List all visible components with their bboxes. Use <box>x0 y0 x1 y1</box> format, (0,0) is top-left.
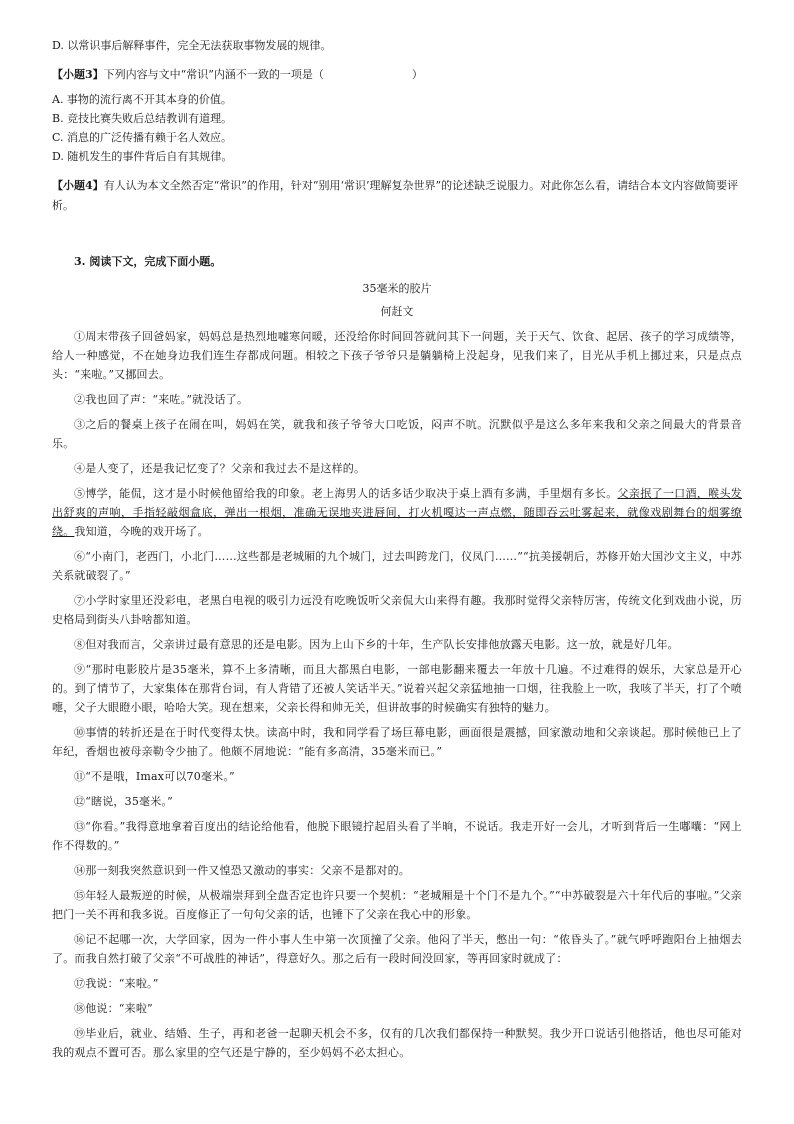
q3-option-d: D. 随机发生的事件背后自有其规律。 <box>52 150 233 163</box>
paragraph-5 <box>52 484 742 541</box>
q3-option-c: C. 消息的广泛传播有赖于名人效应。 <box>52 131 233 144</box>
q4 <box>52 176 742 216</box>
paragraph-12: ⑫“瞎说，35毫米。” <box>74 795 173 808</box>
paragraph-14: ⑭那一刻我突然意识到一件又惶恐又激动的事实：父亲不是都对的。 <box>74 864 410 877</box>
paragraph-6: ⑥“小南门，老西门，小北门……这些都是老城厢的九个城门，过去叫跨龙门，仪凤门……”“抗美援朝后，苏修开始大国沙文主义，中苏关系就破裂了。” <box>52 550 742 582</box>
paragraph-17: ⑰我说：“来啦。” <box>74 977 159 990</box>
paragraph-10: ⑩事情的转折还是在于时代变得太快。读高中时，我和同学看了场巨幕电影，画面很是震撼，回家激动地和父亲谈起。那时候他已上了年纪，香烟也被母亲勒令少抽了。他颇不屑地说：“能有多高清，35毫米而已。” <box>52 726 742 758</box>
paragraph-19: ⑲毕业后，就业、结婚、生子，再和老爸一起聊天机会不多，仅有的几次我们都保持一种默契。我少开口说话引他搭话，他也尽可能对我的观点不置可否。那么家里的空气还是宁静的，至少妈妈不必太担心。 <box>52 1027 742 1059</box>
q3-stem <box>52 65 742 84</box>
q4-text: 有人认为本文全然否定“常识”的作用，针对“别用‘常识’理解复杂世界”的论述缺乏说服力。对此你怎么看，请结合本文内容做简要评析。 <box>52 179 739 212</box>
document-page <box>52 36 742 1062</box>
paragraph-9: ⑨“那时电影胶片是35毫米，算不上多清晰，而且大都黑白电影，一部电影翻来覆去一年放十几遍。不过难得的娱乐，大家总是开心的。到了情节了，大家集体在那背台词，有人背错了还被人笑话半天。”说着兴起父亲猛地抽一口烟，往我脸上一吹，我咳了半天，打了个喷嚏，父子大眼瞪小眼，哈哈大笑。现在想来，父亲长得和帅无关，但讲故事的时候确实有独特的魅力。 <box>52 663 742 714</box>
paragraph-16: ⑯记不起哪一次，大学回家，因为一件小事人生中第一次顶撞了父亲。他闷了半天，憋出一句：“侬昏头了。”就气呼呼跑阳台上抽烟去了。而我自然打破了父亲“不可战胜的神话”，得意好久。那之后有一段时间没回家，等再回家时就成了： <box>52 933 742 965</box>
article-author: 何赶文 <box>380 305 414 318</box>
paragraph-15: ⑮年轻人最叛逆的时候，从极端崇拜到全盘否定也许只要一个契机：“老城厢是十个门不是九个。”“中苏破裂是六十年代后的事啦。”父亲把门一关不再和我多说。百度修正了一句句父亲的话，也锤下了父亲在我心中的形象。 <box>52 889 742 921</box>
paragraph-13: ⑬“你看。”我得意地拿着百度出的结论给他看，他脱下眼镜拧起眉头看了半晌，不说话。我走开好一会儿，才听到背后一生嘟囔：“网上作不得数的。” <box>52 820 742 852</box>
q3-option-b: B. 竞技比赛失败后总结教训有道理。 <box>52 112 233 125</box>
paragraph-5-before: ⑤博学，能侃，这才是小时候他留给我的印象。老上海男人的话多话少取决于桌上酒有多满，手里烟有多长。 <box>74 487 618 500</box>
paragraph-18: ⑱他说：“来啦” <box>74 1002 153 1015</box>
q2-option-d: D. 以常识事后解释事件，完全无法获取事物发展的规律。 <box>52 39 332 52</box>
q4-tag: 【小题4】 <box>52 179 104 192</box>
paragraph-8: ⑧但对我而言，父亲讲过最有意思的还是电影。因为上山下乡的十年，生产队长安排他放露天电影。这一放，就是好几年。 <box>74 638 679 651</box>
article-title: 35毫米的胶片 <box>362 282 432 295</box>
q3-option-a: A. 事物的流行离不开其本身的价值。 <box>52 93 232 106</box>
q3-stem-text: 下列内容与文中“常识”内涵不一致的一项是（ <box>103 68 324 81</box>
paragraph-5-underlined: 父亲抿了一口酒，喉头发出舒爽的声响，手指轻敲烟盒底，弹出一根烟，准确无误地夹进唇间，打火机嘎达一声点燃，随即吞云吐雾起来，就像戏剧舞台的烟雾缭绕。 <box>52 487 742 538</box>
paragraph-3: ③之后的餐桌上孩子在闹在叫，妈妈在笑，就我和孩子爷爷大口吃饭，闷声不吭。沉默似乎是这么多年来我和父亲之间最大的背景音乐。 <box>52 418 742 450</box>
paragraph-11: ⑪“不是哦，Imax可以70毫米。” <box>74 770 235 783</box>
q3-close: ） <box>411 68 423 81</box>
section-3-heading: 3. 阅读下文，完成下面小题。 <box>74 255 222 268</box>
paragraph-2: ②我也回了声：“来咗。”就没话了。 <box>74 393 249 406</box>
paragraph-7: ⑦小学时家里还没彩电，老黑白电视的吸引力远没有吃晚饭听父亲侃大山来得有趣。我那时觉得父亲特厉害，传统文化到戏曲小说，历史格局到街头八卦啥都知道。 <box>52 594 742 626</box>
paragraph-4: ④是人变了，还是我记忆变了？父亲和我过去不是这样的。 <box>74 462 366 475</box>
q3-tag: 【小题3】 <box>52 68 104 81</box>
paragraph-1: ①周末带孩子回爸妈家，妈妈总是热烈地嘘寒问暖，还没给你时间回答就问其下一问题，关于天气、饮食、起居、孩子的学习成绩等，给人一种感觉，不在她身边我们连生存都成问题。相较之下孩子爷爷只是躺躺椅上没起身，见我们来了，目光从手机上挪过来，只是点点头：“来啦。”又挪回去。 <box>52 330 742 381</box>
paragraph-5-after: 我知道，今晚的戏开场了。 <box>74 525 209 538</box>
